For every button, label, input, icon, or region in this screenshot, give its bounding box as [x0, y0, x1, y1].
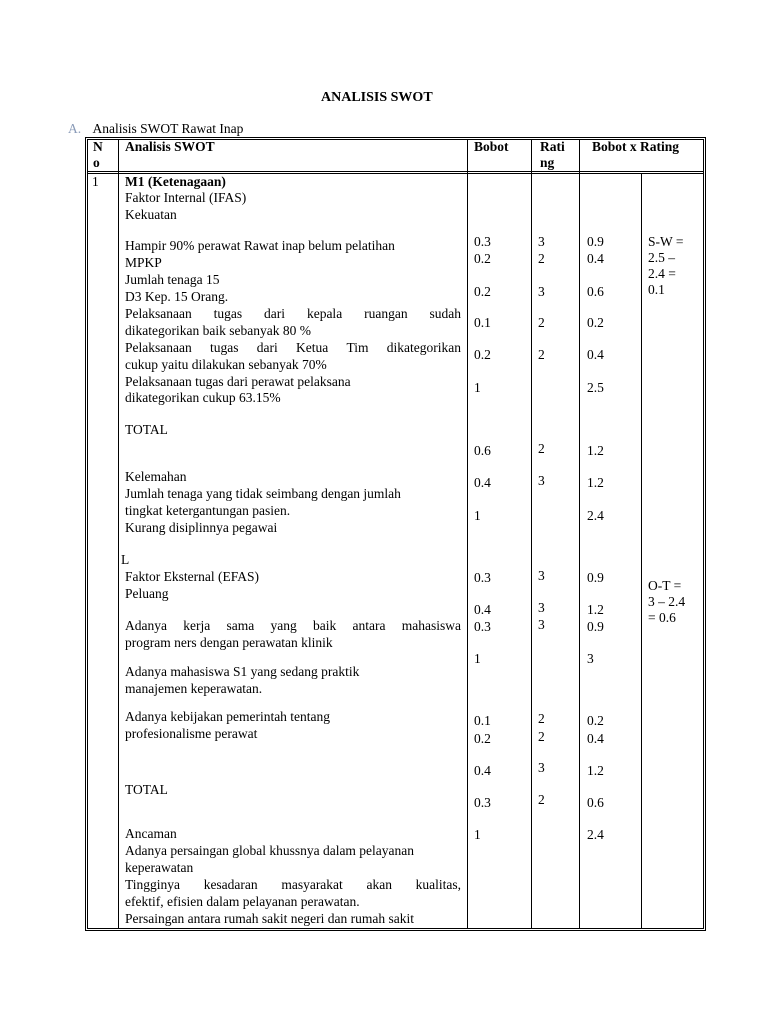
table-border-left-inner [87, 139, 88, 929]
sw-result [648, 234, 684, 298]
bxr-value: 3 [587, 651, 594, 666]
bobot-value: 0.3 [474, 570, 491, 585]
page-title: ANALISIS SWOT [321, 90, 433, 105]
analysis-line: Adanya kebijakan pemerintah tentang [125, 709, 331, 724]
bobot-value: 0.6 [474, 443, 491, 458]
analysis-line: Jumlah tenaga 15 [125, 272, 220, 287]
table-border-bottom-inner [87, 928, 704, 929]
bobot-value: 0.2 [474, 347, 491, 362]
analysis-line: dikategorikan cukup 63.15% [125, 390, 281, 405]
rating-value: 2 [538, 441, 545, 456]
table-border-left [85, 137, 86, 931]
rating-value: 2 [538, 729, 545, 744]
bxr-value: 0.2 [587, 315, 604, 330]
analysis-line: L [121, 552, 130, 567]
analysis-line: Kurang disiplinnya pegawai [125, 520, 278, 535]
bxr-value: 2.4 [587, 827, 604, 842]
column-divider-rating [579, 139, 580, 929]
ot-result [648, 578, 685, 626]
header-separator [87, 171, 704, 172]
bxr-value: 1.2 [587, 602, 604, 617]
section-heading [68, 121, 243, 137]
analysis-line: Kekuatan [125, 207, 177, 222]
bobot-value: 0.1 [474, 315, 491, 330]
bxr-value: 0.2 [587, 713, 604, 728]
bxr-value: 0.4 [587, 251, 604, 266]
column-divider-bxr [641, 173, 642, 929]
analysis-line: Persaingan antara rumah sakit negeri dan rumah sakit [125, 911, 415, 926]
analysis-line: Pelaksanaan tugas dari Ketua Tim dikategorikan [125, 340, 461, 355]
bxr-value: 0.4 [587, 731, 604, 746]
column-divider-no [118, 139, 119, 929]
row-number: 1 [92, 174, 99, 189]
analysis-line: Hampir 90% perawat Rawat inap belum pelatihan [125, 238, 395, 253]
bobot-value: 0.2 [474, 731, 491, 746]
analysis-line: Kelemahan [125, 469, 187, 484]
bobot-value: 0.4 [474, 763, 491, 778]
bobot-value: 0.1 [474, 713, 491, 728]
analysis-line: D3 Kep. 15 Orang. [125, 289, 229, 304]
sw-result-line: 0.1 [648, 282, 665, 297]
bobot-value: 0.3 [474, 795, 491, 810]
bobot-value: 0.4 [474, 475, 491, 490]
bobot-value: 1 [474, 508, 481, 523]
analysis-line: dikategorikan baik sebanyak 80 % [125, 323, 311, 338]
section-letter: A. [68, 121, 82, 136]
column-divider-bobot [531, 139, 532, 929]
rating-value: 3 [538, 284, 545, 299]
header-no [93, 139, 103, 171]
bobot-value: 1 [474, 827, 481, 842]
rating-value: 3 [538, 760, 545, 775]
bxr-value: 0.6 [587, 284, 604, 299]
header-bobot: Bobot [474, 139, 509, 154]
bobot-value: 0.2 [474, 284, 491, 299]
header-rating-line2: ng [540, 155, 555, 170]
sw-result-line: S-W = [648, 234, 684, 249]
header-rating [540, 139, 565, 171]
header-analysis: Analisis SWOT [125, 139, 215, 154]
bxr-value: 0.4 [587, 347, 604, 362]
bobot-value: 1 [474, 651, 481, 666]
rating-value: 2 [538, 251, 545, 266]
analysis-line: Pelaksanaan tugas dari kepala ruangan sudah [125, 306, 461, 321]
bobot-value: 0.3 [474, 619, 491, 634]
header-no-line2: o [93, 155, 100, 170]
ot-result-line: O-T = [648, 578, 682, 593]
analysis-line: keperawatan [125, 860, 194, 875]
table-border-bottom [85, 930, 706, 931]
analysis-line: efektif, efisien dalam pelayanan perawatan. [125, 894, 360, 909]
ot-result-line: 3 – 2.4 [648, 594, 686, 609]
bobot-value: 1 [474, 380, 481, 395]
analysis-line: Peluang [125, 586, 169, 601]
header-rating-line1: Rati [540, 139, 565, 154]
analysis-line: Adanya mahasiswa S1 yang sedang praktik [125, 664, 360, 679]
analysis-line: program ners dengan perawatan klinik [125, 635, 333, 650]
bobot-value: 0.3 [474, 234, 491, 249]
analysis-line: Adanya kerja sama yang baik antara mahasiswa [125, 618, 461, 633]
analysis-total: TOTAL [125, 782, 168, 797]
analysis-line: Tingginya kesadaran masyarakat akan kualitas, [125, 877, 461, 892]
rating-value: 2 [538, 792, 545, 807]
analysis-line: Faktor Eksternal (EFAS) [125, 569, 259, 584]
table-border-right-inner [703, 139, 704, 929]
analysis-total: TOTAL [125, 422, 168, 437]
bxr-value: 0.9 [587, 570, 604, 585]
sw-result-line: 2.4 = [648, 266, 676, 281]
rating-value: 2 [538, 711, 545, 726]
analysis-line: Faktor Internal (IFAS) [125, 190, 247, 205]
rating-value: 2 [538, 315, 545, 330]
ot-result-line: = 0.6 [648, 610, 676, 625]
rating-value: 2 [538, 347, 545, 362]
sw-result-line: 2.5 – [648, 250, 675, 265]
analysis-line: Ancaman [125, 826, 177, 841]
analysis-line: MPKP [125, 255, 162, 270]
rating-value: 3 [538, 617, 545, 632]
analysis-line: tingkat ketergantungan pasien. [125, 503, 291, 518]
bxr-value: 2.5 [587, 380, 604, 395]
analysis-line: manajemen keperawatan. [125, 681, 263, 696]
analysis-line: Adanya persaingan global khussnya dalam pelayanan [125, 843, 415, 858]
rating-value: 3 [538, 600, 545, 615]
table-border-top [85, 137, 706, 138]
bxr-value: 2.4 [587, 508, 604, 523]
bobot-value: 0.4 [474, 602, 491, 617]
section-label: Analisis SWOT Rawat Inap [92, 121, 244, 136]
analysis-line: Jumlah tenaga yang tidak seimbang dengan jumlah [125, 486, 401, 501]
header-no-line1: N [93, 139, 103, 154]
bxr-value: 1.2 [587, 443, 604, 458]
bxr-value: 1.2 [587, 475, 604, 490]
bobot-value: 0.2 [474, 251, 491, 266]
header-bobot-x-rating: Bobot x Rating [592, 139, 680, 154]
rating-value: 3 [538, 473, 545, 488]
analysis-line: profesionalisme perawat [125, 726, 258, 741]
column-divider-analysis [467, 139, 468, 929]
analysis-line: M1 (Ketenagaan) [125, 174, 226, 189]
bxr-value: 0.9 [587, 619, 604, 634]
table-border-right [705, 137, 706, 931]
rating-value: 3 [538, 234, 545, 249]
bxr-value: 0.6 [587, 795, 604, 810]
bxr-value: 0.9 [587, 234, 604, 249]
analysis-line: Pelaksanaan tugas dari perawat pelaksana [125, 374, 351, 389]
rating-value: 3 [538, 568, 545, 583]
analysis-line: cukup yaitu dilakukan sebanyak 70% [125, 357, 327, 372]
bxr-value: 1.2 [587, 763, 604, 778]
